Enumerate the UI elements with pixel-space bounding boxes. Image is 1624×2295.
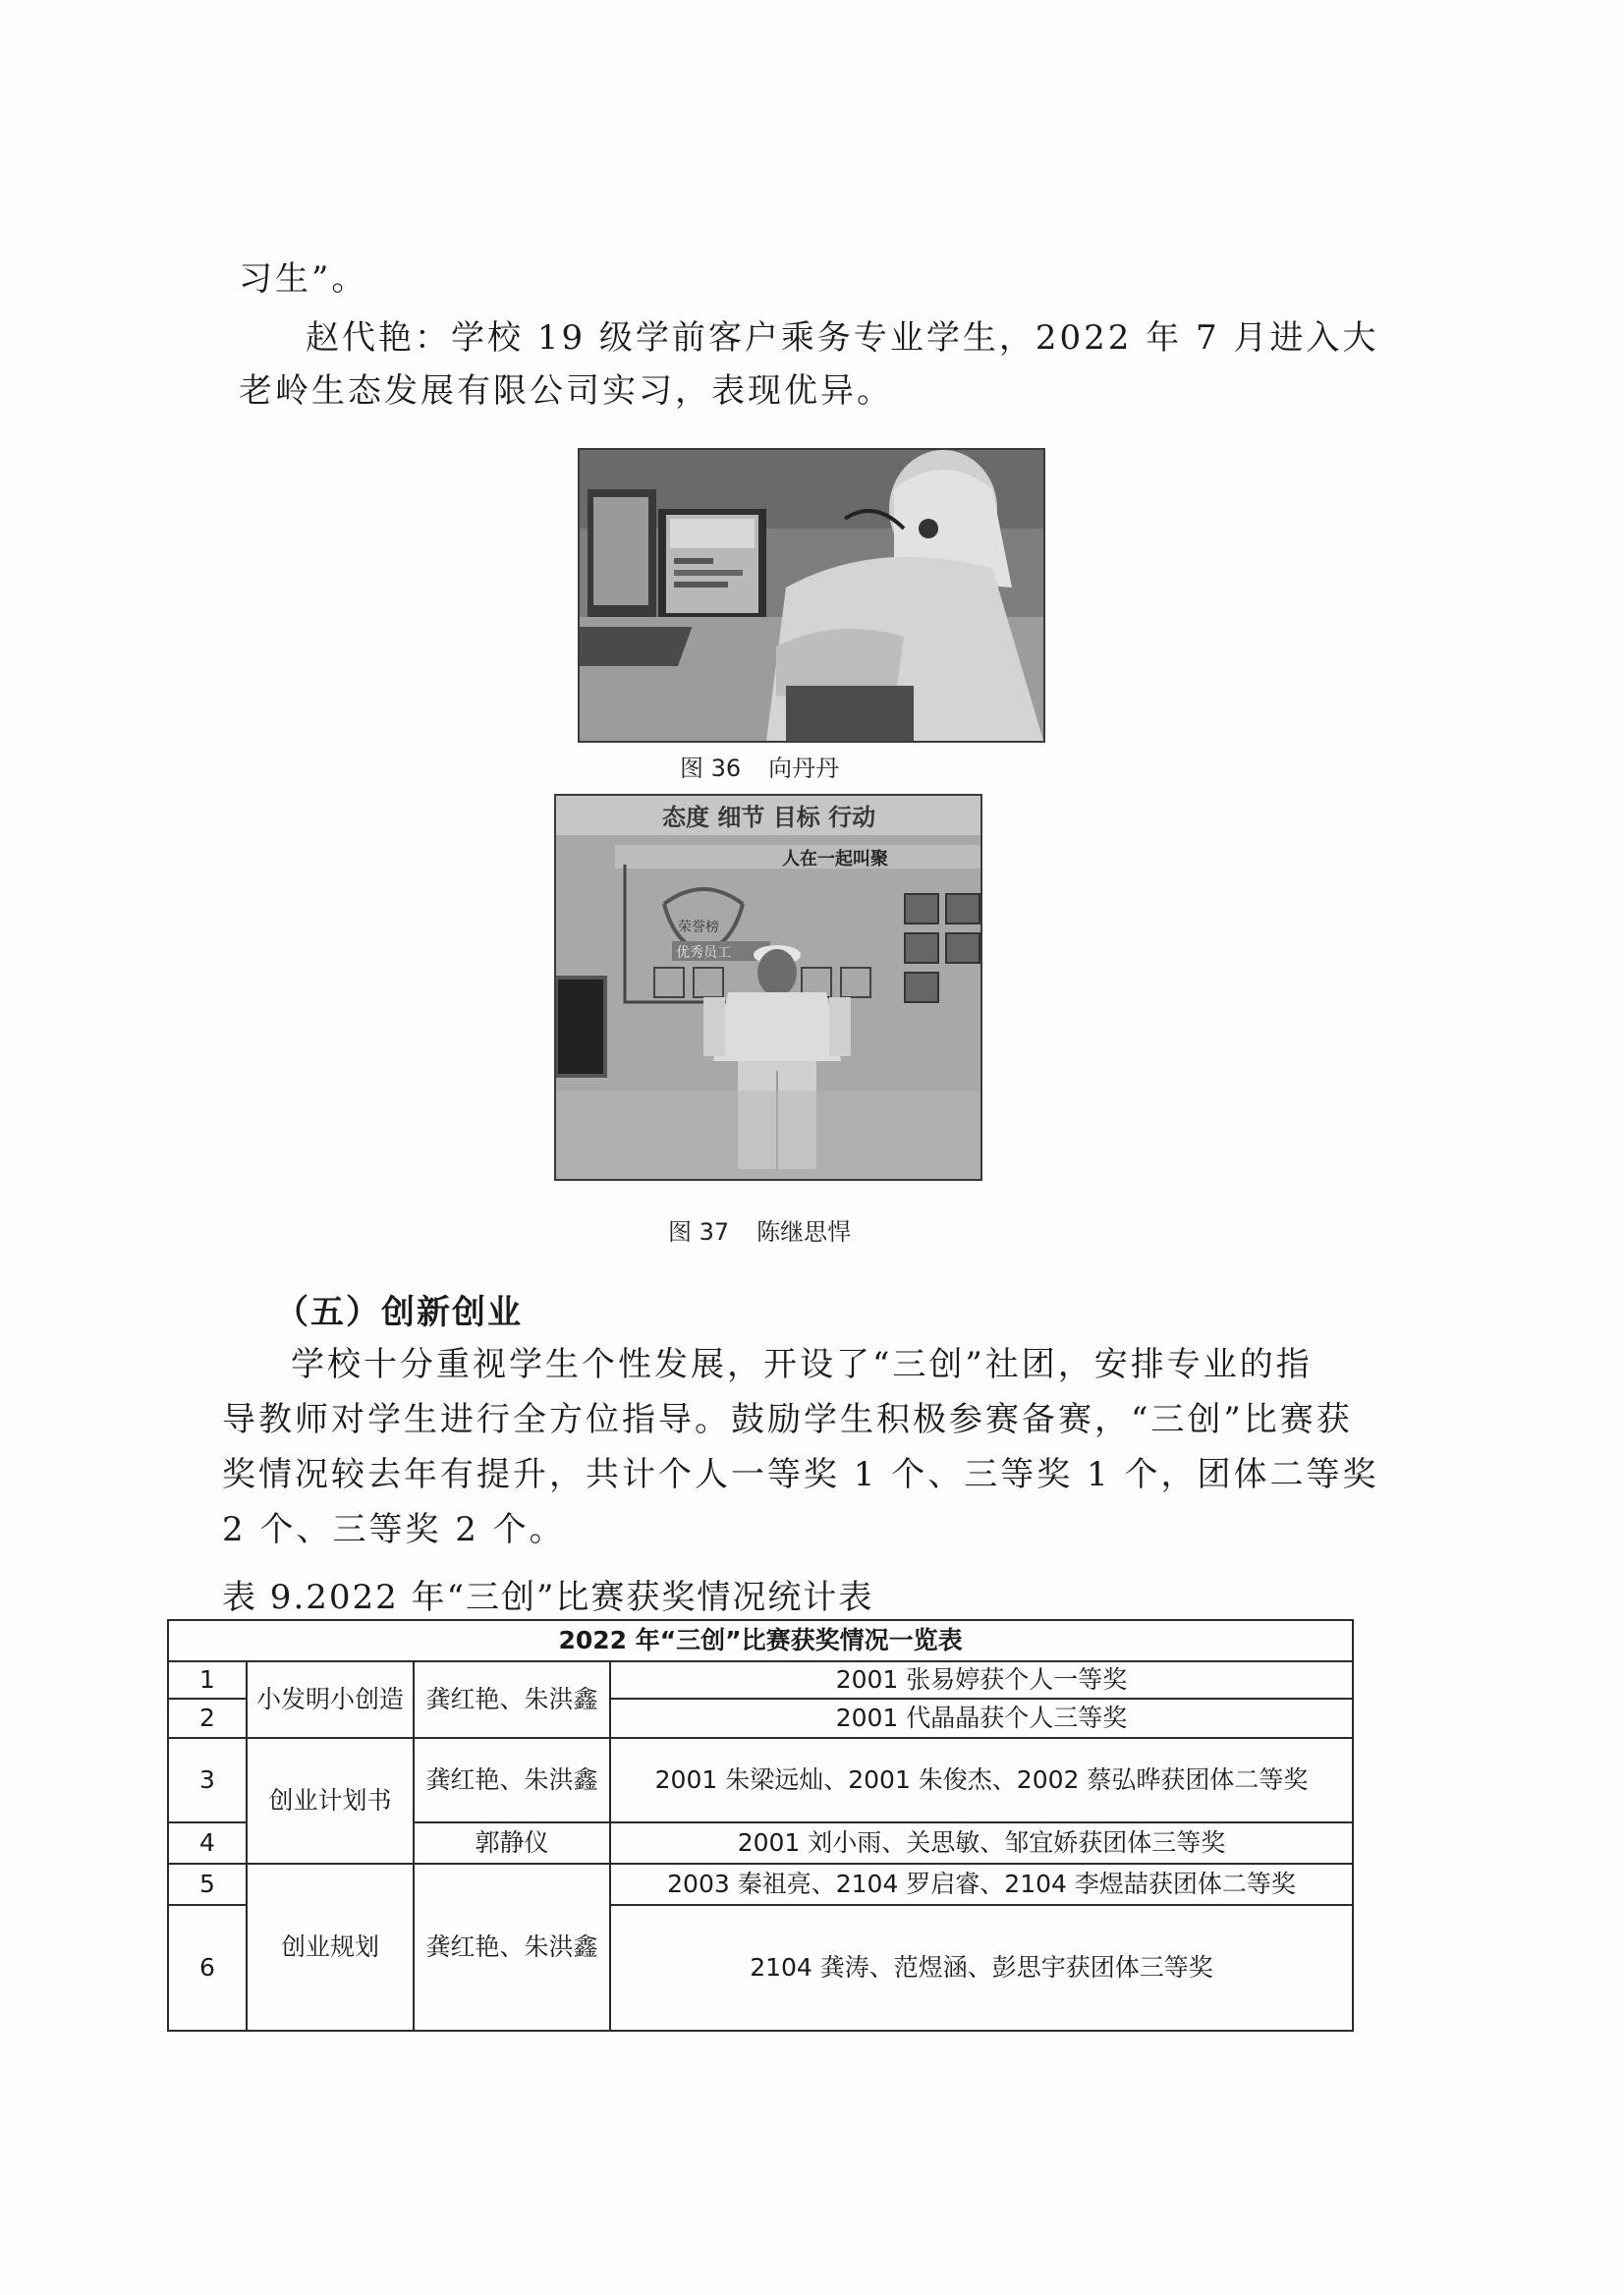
paragraph-line: 老岭生态发展有限公司实习，表现优异。 bbox=[239, 371, 893, 411]
category-cell: 创业计划书 bbox=[247, 1738, 414, 1864]
figure-36-photo bbox=[578, 448, 1045, 743]
paragraph-tail: 习生”。 bbox=[239, 259, 368, 299]
row-number: 4 bbox=[168, 1822, 247, 1864]
section-heading: （五）创新创业 bbox=[275, 1293, 523, 1332]
result-cell: 2001 张易婷获个人一等奖 bbox=[610, 1661, 1353, 1699]
teacher-cell: 龚红艳、朱洪鑫 bbox=[414, 1864, 610, 2031]
paragraph-line: 赵代艳：学校 19 级学前客户乘务专业学生，2022 年 7 月进入大 bbox=[306, 318, 1379, 358]
table-title-row bbox=[168, 1620, 1353, 1661]
result-cell: 2001 朱梁远灿、2001 朱俊杰、2002 蔡弘晔获团体二等奖 bbox=[610, 1738, 1353, 1822]
table-title: 2022 年“三创”比赛获奖情况一览表 bbox=[168, 1620, 1353, 1661]
table-caption: 表 9.2022 年“三创”比赛获奖情况统计表 bbox=[222, 1578, 874, 1617]
figure-name: 向丹丹 bbox=[768, 755, 840, 782]
sign-text: 态度 细节 目标 行动 bbox=[662, 804, 876, 831]
result-cell: 2001 刘小雨、关思敏、邹宜娇获团体三等奖 bbox=[610, 1822, 1353, 1864]
row-number: 6 bbox=[168, 1905, 247, 2031]
category-cell: 小发明小创造 bbox=[247, 1661, 414, 1738]
teacher-cell: 郭静仪 bbox=[414, 1822, 610, 1864]
result-cell: 2104 龚涛、范煜涵、彭思宇获团体三等奖 bbox=[610, 1905, 1353, 2031]
figure-37-photo bbox=[554, 794, 982, 1181]
category-cell: 创业规划 bbox=[247, 1864, 414, 2031]
paragraph-line: 学校十分重视学生个性发展，开设了“三创”社团，安排专业的指 bbox=[291, 1345, 1313, 1384]
teacher-cell: 龚红艳、朱洪鑫 bbox=[414, 1661, 610, 1738]
row-number: 1 bbox=[168, 1661, 247, 1699]
ribbon-text: 优秀员工 bbox=[676, 945, 731, 961]
figure-number: 图 37 bbox=[668, 1218, 730, 1246]
table-row bbox=[168, 1738, 1353, 1822]
paragraph-line: 奖情况较去年有提升，共计个人一等奖 1 个、三等奖 1 个，团体二等奖 bbox=[222, 1455, 1379, 1494]
result-cell: 2001 代晶晶获个人三等奖 bbox=[610, 1699, 1353, 1738]
paragraph-line: 导教师对学生进行全方位指导。鼓励学生积极参赛备赛，“三创”比赛获 bbox=[222, 1400, 1353, 1439]
result-cell: 2003 秦祖亮、2104 罗启睿、2104 李煜喆获团体二等奖 bbox=[610, 1864, 1353, 1905]
badge-text: 荣誉榜 bbox=[678, 920, 719, 935]
banner-text: 人在一起叫聚 bbox=[782, 849, 888, 869]
figure-37-caption bbox=[668, 1212, 851, 1247]
row-number: 2 bbox=[168, 1699, 247, 1738]
figure-36-caption bbox=[680, 749, 839, 783]
row-number: 5 bbox=[168, 1864, 247, 1905]
figure-number: 图 36 bbox=[680, 755, 742, 782]
table-row bbox=[168, 1864, 1353, 1905]
award-table bbox=[167, 1619, 1354, 2032]
teacher-cell: 龚红艳、朱洪鑫 bbox=[414, 1738, 610, 1822]
table-row bbox=[168, 1661, 1353, 1699]
row-number: 3 bbox=[168, 1738, 247, 1822]
paragraph-line: 2 个、三等奖 2 个。 bbox=[222, 1510, 566, 1549]
figure-name: 陈继思悍 bbox=[756, 1218, 852, 1246]
